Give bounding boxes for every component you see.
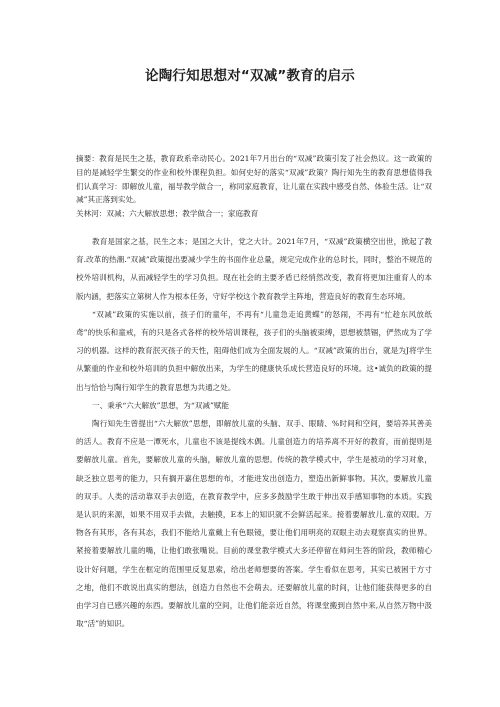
body-paragraph-1: 教育是国家之基，民生之本；是国之大计，党之大计。2021年7月，“双减”政策横空出世，掀起了教育.改革的热潮.“双减”政策提出要减少学生的书面作业总量，规定完成作业的总时长，同时，整治不规范的校外培训机构，从而减轻学生的学习负担。现在社会的主要矛盾已经悄然改变，教育将更加注重育人的本版内涵，把落实立第树人作为根本任务，守好学校这个教育教学主阵地，营造良好的教育生态环境。 <box>76 237 432 301</box>
keywords-label: 关林河： <box>76 209 107 219</box>
abstract-paragraph <box>76 152 432 207</box>
keywords-line <box>76 207 432 221</box>
abstract-text: 教育是民生之基，教育政系牵动民心。2021年7月出台的“双减”政策引发了社会热议。这一政策的目的是减轻学生繁交的作业和校外课程负担。如何史好的落实“双减”政策？陶行知先生的教育思想值得我们认真学习：即解放儿童，福导教学做合一，称同家庭教育，让儿童在实践中感受自然、体验生活。让“双减”其正落到实处。 <box>76 154 432 205</box>
abstract-section <box>76 152 432 221</box>
body-paragraph-3: 陶行知先生曾提出“六大解放”思想，即解放儿童的头脑、双手、眼睛、%时间和空间，要培养其善美的活人。教育不应是一潭死水，儿童也不该是提线木偶。儿童创造力的培养离不开好的教育，而前提则是要解放儿童。首先，要解放儿童的头脑，解放儿童的思想。传统的教学模式中，学生是被动的学习对象，缺乏独立思考的能力，只有搁开嘉住思想的布，才能进发出创造力，塑造出新鲜事物。其次，要解放儿童的双手。人类的活动靠双手去创造，在教育教学中，应多多鼓励学生敢于伸出双手感知事物的本质。实践是认识的来源，如果不用双手去做，去触摸，E本上的知识就不会鲜活起来。接着要解放儿.童的双眼。万物各有其形，各有其态，我们不能给儿童戴上有色眼镜，要让他们用明亮的双眼主动去观察真实的世界。紧接着要解放儿童的嘴，让他们敢张嘴说。目前的课堂教学模式大多还停留在师问生答的阶段，教师精心设计好问题，学生在框定的范围里反复思索，给出老师想要的答案。学生看似在思考，其实已被困于方寸之地，他们不敢说出真实的想法，创造力自然也不会萌去。还要解放儿童的时间，让他们能获得更多的自由学习自已感兴趣的东西。要解放儿童的空间，让他们能亲近自然，将课堂搬到自然中来,从自然万物中汲取“活”的知识。 <box>76 419 432 629</box>
document-title: 论陶行知思想对“双减”教育的启示 <box>145 68 355 84</box>
abstract-label: 摘要： <box>76 154 100 163</box>
keywords-text: 双减；六大解放思想；教学做合一；家庭教育 <box>106 209 259 219</box>
section-heading: 一、秉承“六大解放”思想，为“双减”赋能 <box>92 400 230 410</box>
body-paragraph-2: “双减”政策的实施以前，孩子们的童年，不再有“儿童急走追黄蝶”的怒闹，不再有“忙趁东风放纸鸢”的快乐和童戒，有的只是各式各样的校外培训课程，孩子们的头脑被束缚，思想被禁锢，俨然成为了学习的机器。这样的教育泯灭孩子的天性，阻碍他们成为全面发展的人。“双减”政策的出台，就是为J将学生从繁重的作业和校外培训的负担中解放出来，为学生的健康快乐成长营造良好的环境。这•诚负的政策的提出与恰恰与陶行知学生的教育思想为共通之处。 <box>76 309 432 392</box>
body-section <box>76 233 432 633</box>
